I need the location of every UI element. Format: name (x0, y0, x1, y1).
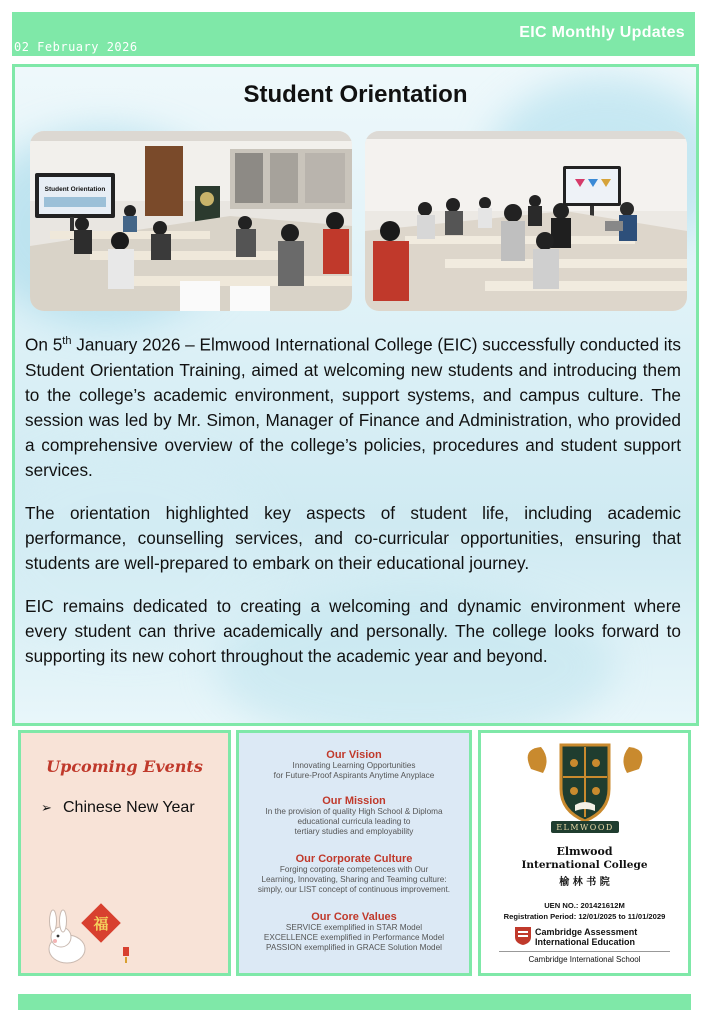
cambridge-school-label: Cambridge International School (528, 955, 641, 964)
upcoming-events-panel (18, 730, 231, 976)
article-title: Student Orientation (243, 81, 468, 108)
screen-text: Student Orientation (44, 186, 106, 193)
issue-date: 02 February 2026 (14, 40, 138, 54)
article-frame (12, 64, 699, 726)
article-body (25, 329, 681, 687)
rabbit-fu-illustration (39, 901, 139, 973)
arrow-bullet-icon: ➢ (41, 800, 52, 815)
footer-bar (18, 994, 691, 1010)
upcoming-events-title: Upcoming Events (46, 757, 203, 776)
crest-banner-text: ELMWOOD (556, 823, 614, 832)
vision-block: Our Vision Innovating Learning Opportunities for Future-Proof Aspirants Anytime Anyplace (273, 749, 435, 780)
college-crest-icon (521, 739, 649, 839)
uen-number: UEN NO.: 201421612M (544, 901, 625, 910)
vision-mission-panel (236, 730, 472, 976)
college-info-panel (478, 730, 691, 976)
article-paragraph-2: The orientation highlighted key aspects of student life, including academic performance, counselling services, and co-curricular opportunities, ensuring that students are well-prepared to embark on their educational journey. (25, 502, 681, 573)
article-paragraph-3: EIC remains dedicated to creating a welcoming and dynamic environment where every student can thrive academically and personally. The college looks forward to supporting its new cohort throughout the academic year and beyond. (25, 595, 681, 666)
orientation-photo-left (30, 131, 352, 311)
cambridge-logo-text: Cambridge Assessment International Education (535, 927, 638, 947)
college-name-2: International College (521, 859, 648, 871)
newsletter-title: EIC Monthly Updates (519, 24, 685, 41)
article-paragraph-1: On 5th January 2026 – Elmwood International College (EIC) successfully conducted its Student Orientation Training, aimed at welcoming new students and introducing them to the college’s academic environment, support systems, and campus culture. The session was led by Mr. Simon, Manager of Finance and Administration, who provided a comprehensive overview of the college’s policies, procedures and student support services. (25, 334, 681, 480)
mission-block: Our Mission In the provision of quality High School & Diploma educational curricula leading to tertiary studies and employability (265, 795, 443, 836)
fu-character: 福 (93, 915, 109, 933)
college-name-1: Elmwood (556, 845, 613, 858)
cambridge-shield-icon (515, 927, 531, 945)
orientation-photo-right (365, 131, 687, 311)
registration-period: Registration Period: 12/01/2025 to 11/01/2029 (503, 912, 666, 921)
values-block: Our Core Values SERVICE exemplified in STAR Model EXCELLENCE exemplified in Performance Model PASSION exemplified in GRACE Solution Model (263, 911, 445, 952)
divider (499, 951, 670, 952)
college-name-cn: 榆 林 书 院 (559, 877, 610, 888)
event-item: ➢ Chinese New Year (41, 799, 195, 816)
culture-block: Our Corporate Culture Forging corporate competences with Our Learning, Innovating, Sharing and Teaming culture: simply, our LIST concept of continuous improvement. (257, 853, 451, 894)
